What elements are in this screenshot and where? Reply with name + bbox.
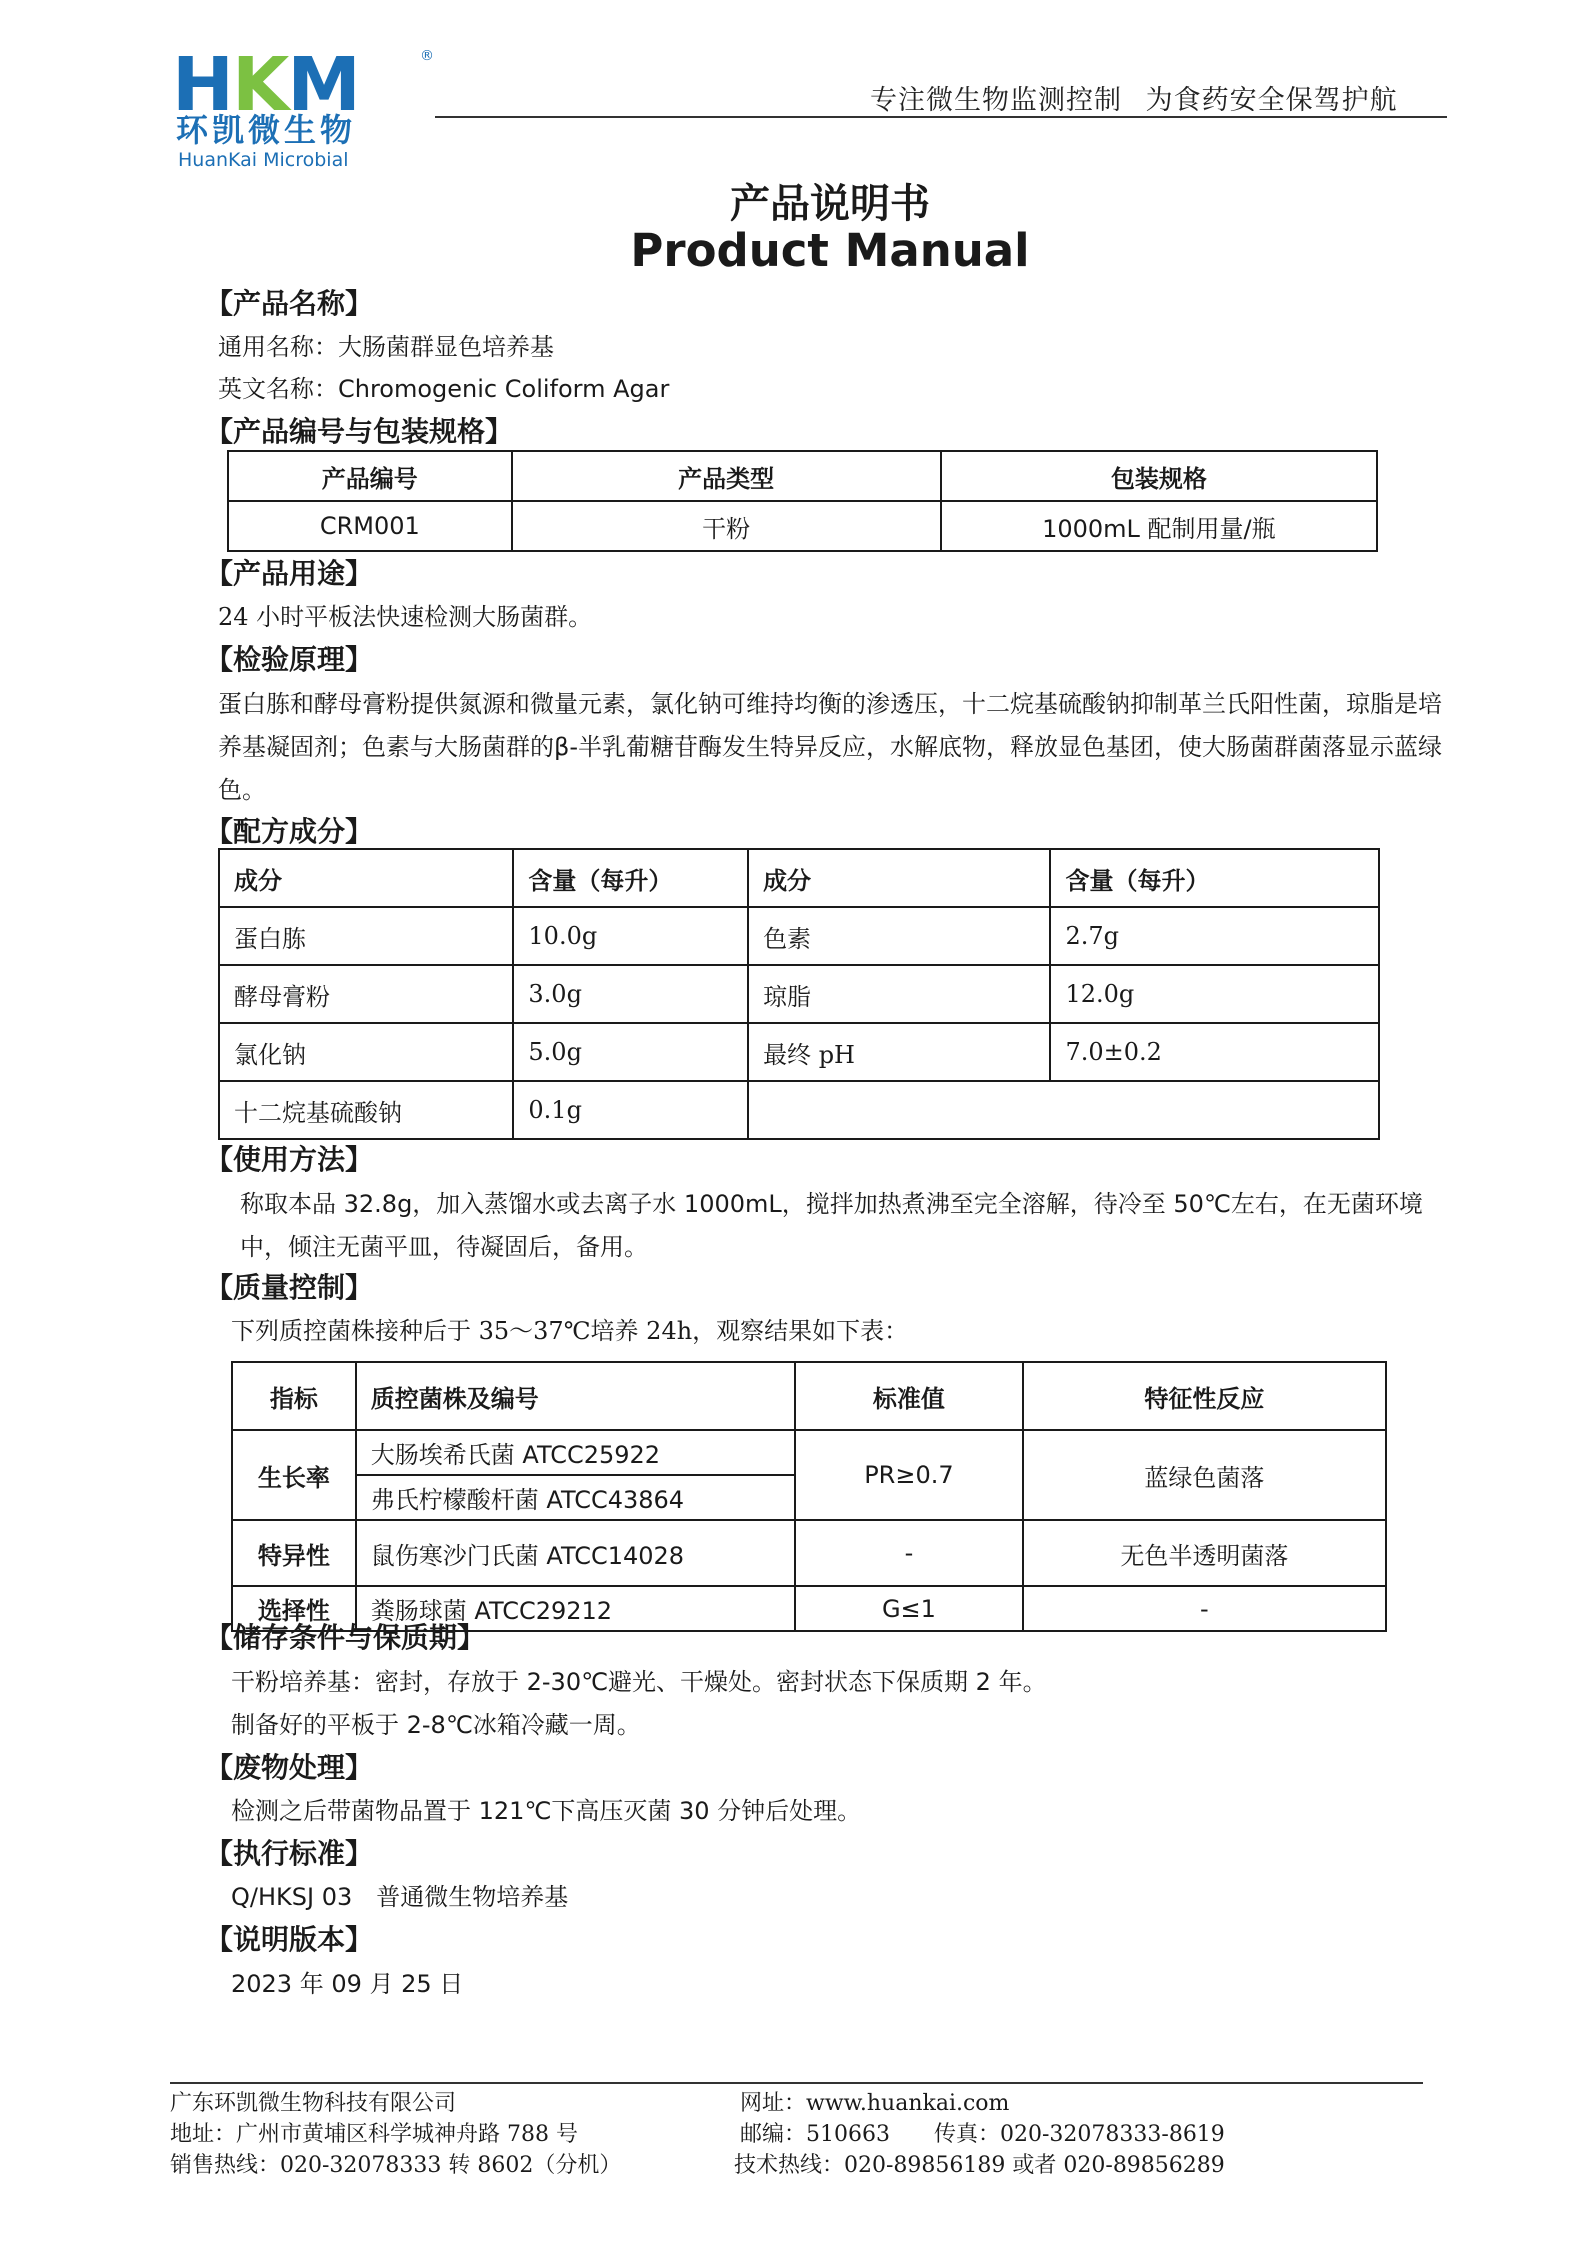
reaction-cell: 无色半透明菌落: [1023, 1520, 1386, 1586]
table-cell: 氯化钠: [219, 1023, 513, 1081]
table-cell: 10.0g: [513, 907, 748, 965]
table-cell: 0.1g: [513, 1081, 748, 1139]
table-row: [232, 1430, 1386, 1475]
standard-cell: -: [795, 1520, 1023, 1586]
storage-line-2: 制备好的平板于 2-8℃冰箱冷藏一周。: [231, 1711, 641, 1739]
table-row: [228, 501, 1377, 551]
footer-address: 地址：广州市黄埔区科学城神舟路 788 号: [170, 2122, 578, 2147]
section-heading-code: 【产品编号与包装规格】: [205, 415, 514, 448]
section-heading-version: 【说明版本】: [205, 1923, 374, 1956]
table-row: [219, 1023, 1379, 1081]
footer-divider: [170, 2082, 1423, 2084]
page-title-en: Product Manual: [630, 224, 1030, 277]
formula-table: [218, 848, 1380, 1140]
version-text: 2023 年 09 月 25 日: [231, 1970, 464, 1998]
table-header-cell: 成分: [219, 849, 513, 907]
table-cell: 2.7g: [1050, 907, 1379, 965]
reaction-cell: 蓝绿色菌落: [1023, 1430, 1386, 1520]
footer-tech-hotline: 技术热线：020-89856189 或者 020-89856289: [734, 2153, 1225, 2178]
method-text: 称取本品 32.8g，加入蒸馏水或去离子水 1000mL，搅拌加热煮沸至完全溶解，待冷至 50℃左右，在无菌环境中，倾注无菌平皿，待凝固后，备用。: [240, 1190, 1423, 1261]
table-header-cell: 特征性反应: [1023, 1362, 1386, 1430]
use-text: 24 小时平板法快速检测大肠菌群。: [218, 603, 593, 631]
english-name: 英文名称：Chromogenic Coliform Agar: [218, 375, 670, 403]
footer-website: 网址：www.huankai.com: [740, 2091, 1010, 2116]
section-heading-use: 【产品用途】: [205, 557, 374, 590]
section-heading-method: 【使用方法】: [205, 1143, 374, 1176]
table-header-cell: 成分: [748, 849, 1050, 907]
table-cell: 酵母膏粉: [219, 965, 513, 1023]
table-cell: 琼脂: [748, 965, 1050, 1023]
table-row: [219, 907, 1379, 965]
company-logo: [172, 42, 442, 171]
table-header-cell: 产品编号: [228, 451, 512, 501]
storage-line-1: 干粉培养基：密封，存放于 2-30℃避光、干燥处。密封状态下保质期 2 年。: [231, 1668, 1047, 1696]
table-cell: 干粉: [512, 501, 941, 551]
section-heading-storage: 【储存条件与保质期】: [205, 1621, 486, 1654]
common-name: 通用名称：大肠菌群显色培养基: [218, 333, 554, 361]
table-cell: 色素: [748, 907, 1050, 965]
principle-text: 蛋白胨和酵母膏粉提供氮源和微量元素，氯化钠可维持均衡的渗透压，十二烷基硫酸钠抑制革兰氏阳性菌，琼脂是培养基凝固剂；色素与大肠菌群的β-半乳葡糖苷酶发生特异反应，水解底物，释放显色基团，使大肠菌群菌落显示蓝绿色。: [218, 690, 1442, 804]
header-divider: [435, 116, 1447, 118]
section-heading-qc: 【质量控制】: [205, 1271, 374, 1304]
table-header-cell: 包装规格: [941, 451, 1377, 501]
strain-cell: 粪肠球菌 ATCC29212: [356, 1586, 795, 1631]
table-cell: 蛋白胨: [219, 907, 513, 965]
strain-cell: 大肠埃希氏菌 ATCC25922: [356, 1430, 795, 1475]
section-heading-name: 【产品名称】: [205, 287, 374, 320]
table-cell: 5.0g: [513, 1023, 748, 1081]
standard-cell: PR≥0.7: [795, 1430, 1023, 1520]
table-row: [219, 1081, 1379, 1139]
logo-chinese: 环凯微生物: [176, 111, 357, 149]
slogan: 专注微生物监测控制 为食药安全保驾护航: [870, 85, 1398, 116]
qc-intro: 下列质控菌株接种后于 35～37℃培养 24h，观察结果如下表：: [231, 1317, 909, 1345]
standard-cell: G≤1: [795, 1586, 1023, 1631]
section-heading-formula: 【配方成分】: [205, 815, 374, 848]
registered-mark: ®: [420, 48, 434, 64]
table-header-row: [232, 1362, 1386, 1430]
table-cell: 最终 pH: [748, 1023, 1050, 1081]
table-cell: 12.0g: [1050, 965, 1379, 1023]
section-heading-standard: 【执行标准】: [205, 1837, 374, 1870]
indicator-specific: 特异性: [232, 1520, 356, 1586]
table-header-row: [219, 849, 1379, 907]
table-cell-empty: [748, 1081, 1379, 1139]
section-heading-waste: 【废物处理】: [205, 1751, 374, 1784]
table-header-cell: 含量（每升）: [1050, 849, 1379, 907]
table-header-cell: 标准值: [795, 1362, 1023, 1430]
logo-letters: HKM: [172, 42, 359, 128]
table-cell: 十二烷基硫酸钠: [219, 1081, 513, 1139]
reaction-cell: -: [1023, 1586, 1386, 1631]
indicator-growth: 生长率: [232, 1430, 356, 1520]
strain-cell: 弗氏柠檬酸杆菌 ATCC43864: [356, 1475, 795, 1520]
footer-company: 广东环凯微生物科技有限公司: [170, 2091, 457, 2116]
table-row: [219, 965, 1379, 1023]
table-header-cell: 产品类型: [512, 451, 941, 501]
strain-cell: 鼠伤寒沙门氏菌 ATCC14028: [356, 1520, 795, 1586]
qc-table: [231, 1361, 1387, 1632]
waste-text: 检测之后带菌物品置于 121℃下高压灭菌 30 分钟后处理。: [231, 1797, 862, 1825]
table-header-cell: 质控菌株及编号: [356, 1362, 795, 1430]
standard-text: Q/HKSJ 03 普通微生物培养基: [231, 1883, 569, 1911]
logo-english: HuanKai Microbial: [178, 149, 349, 171]
code-table: [227, 450, 1378, 552]
table-row: [232, 1520, 1386, 1586]
table-cell: CRM001: [228, 501, 512, 551]
table-cell: 1000mL 配制用量/瓶: [941, 501, 1377, 551]
table-header-cell: 指标: [232, 1362, 356, 1430]
table-cell: 3.0g: [513, 965, 748, 1023]
table-cell: 7.0±0.2: [1050, 1023, 1379, 1081]
section-heading-principle: 【检验原理】: [205, 643, 374, 676]
indicator-selective: 选择性: [232, 1586, 356, 1631]
footer-sales-hotline: 销售热线：020-32078333 转 8602（分机）: [170, 2153, 622, 2178]
table-header-cell: 含量（每升）: [513, 849, 748, 907]
table-header-row: [228, 451, 1377, 501]
footer-postcode-fax: 邮编：510663 传真：020-32078333-8619: [740, 2122, 1225, 2147]
page-title-cn: 产品说明书: [730, 181, 930, 227]
